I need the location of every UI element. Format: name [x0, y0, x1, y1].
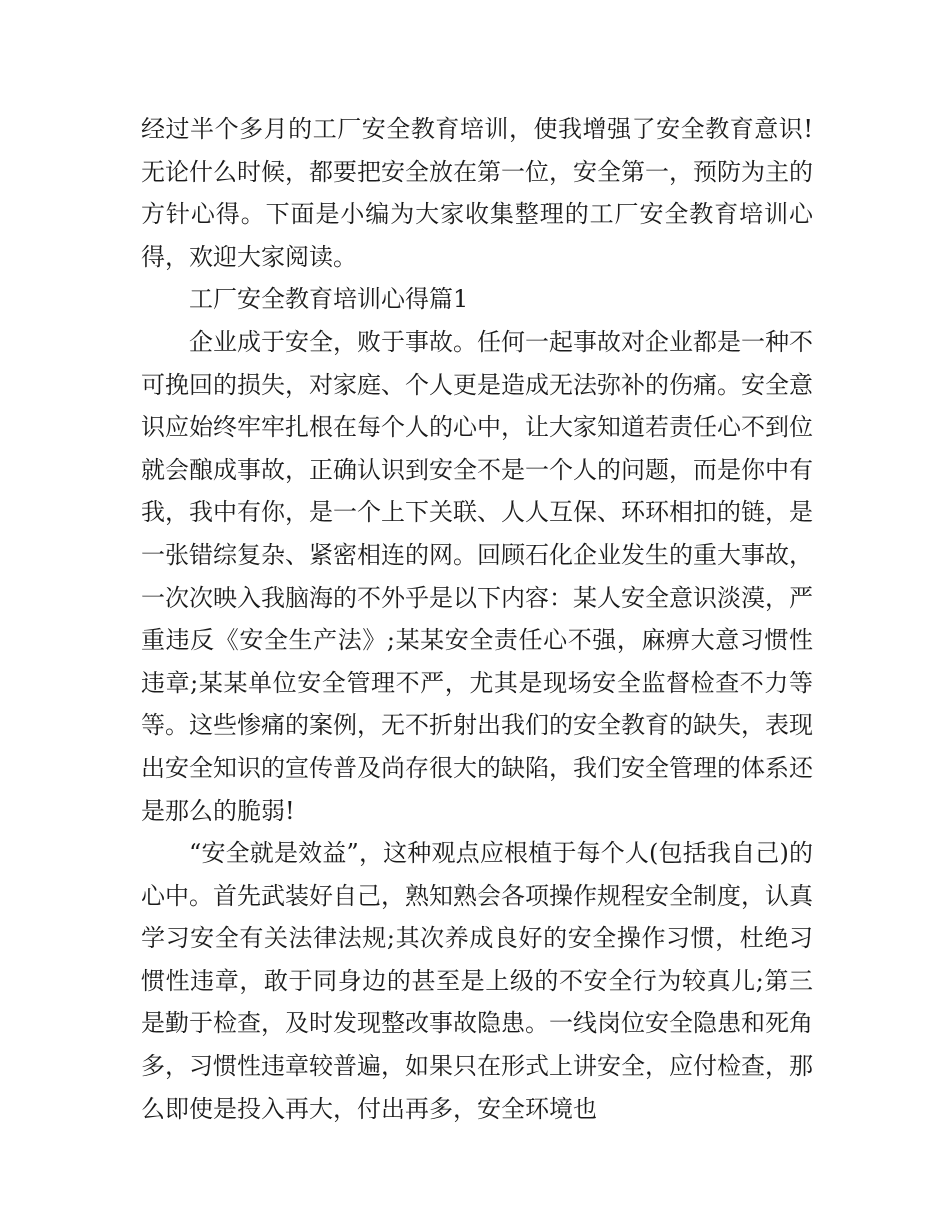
body-paragraph-2: “安全就是效益”，这种观点应根植于每个人(包括我自己)的心中。首先武装好自己，熟知熟会各项操作规程安全制度，认真学习安全有关法律法规;其次养成良好的安全操作习惯，杜绝习惯性违章，敢于同身边的甚至是上级的不安全行为较真儿;第三是勤于检查，及时发现整改事故隐患。一线岗位安全隐患和死角多，习惯性违章较普遍，如果只在形式上讲安全，应付检查，那么即使是投入再大，付出再多，安全环境也 [141, 839, 813, 1123]
intro-paragraph: 经过半个多月的工厂安全教育培训，使我增强了安全教育意识!无论什么时候，都要把安全放在第一位，安全第一，预防为主的方针心得。下面是小编为大家收集整理的工厂安全教育培训心得，欢迎大家阅读。 [141, 115, 813, 271]
body-paragraph-1: 企业成于安全，败于事故。任何一起事故对企业都是一种不可挽回的损失，对家庭、个人更是造成无法弥补的伤痛。安全意识应始终牢牢扎根在每个人的心中，让大家知道若责任心不到位就会酿成事故，正确认识到安全不是一个人的问题，而是你中有我，我中有你，是一个上下关联、人人互保、环环相扣的链，是一张错综复杂、紧密相连的网。回顾石化企业发生的重大事故，一次次映入我脑海的不外乎是以下内容：某人安全意识淡漠，严重违反《安全生产法》;某某安全责任心不强，麻痹大意习惯性违章;某某单位安全管理不严，尤其是现场安全监督检查不力等等。这些惨痛的案例，无不折射出我们的安全教育的缺失，表现出安全知识的宣传普及尚存很大的缺陷，我们安全管理的体系还是那么的脆弱! [141, 327, 813, 825]
document-body [141, 108, 813, 1130]
section-title: 工厂安全教育培训心得篇1 [189, 285, 469, 314]
